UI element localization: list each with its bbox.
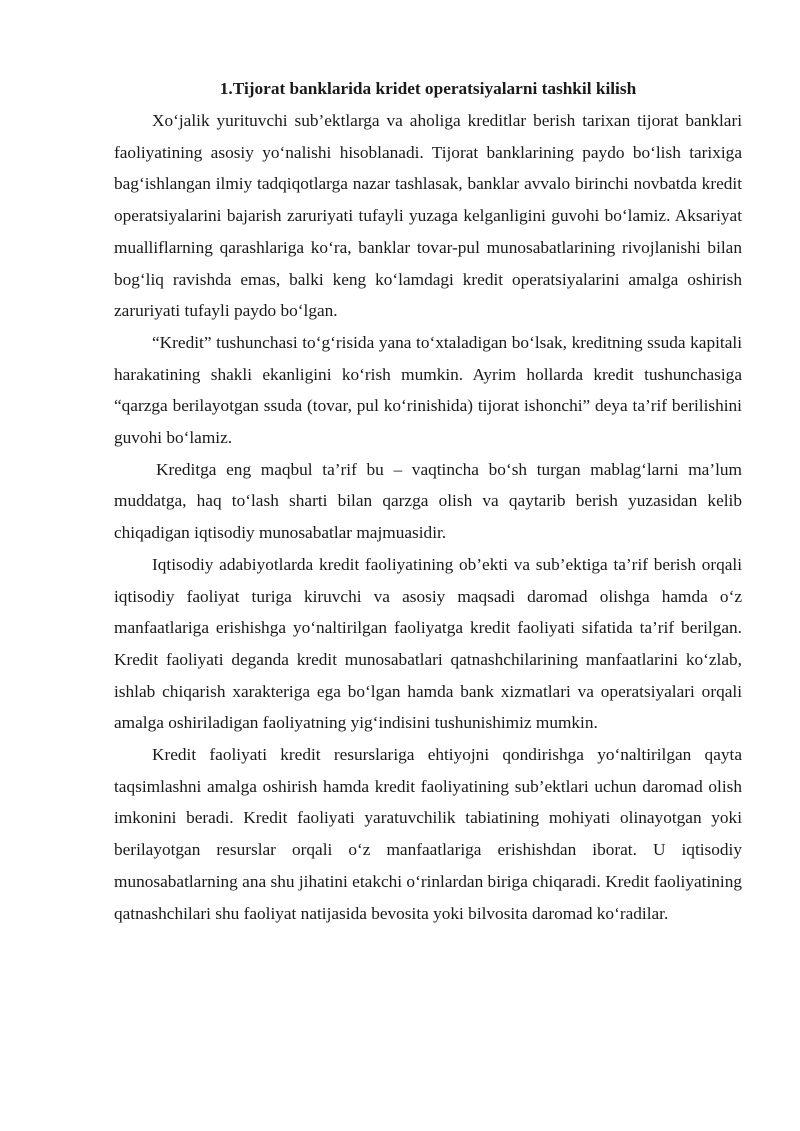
paragraph-3: Kreditga eng maqbul ta’rif bu – vaqtincha bo‘sh turgan mablag‘larni ma’lum muddatga, haq to‘lash sharti bilan qarzga olish va qaytarib berish yuzasidan kelib chiqadigan iqtisodiy munosabatlar majmuasidir. bbox=[114, 459, 742, 543]
paragraph-1: Xo‘jalik yurituvchi sub’ektlarga va aholiga kreditlar berish tarixan tijorat banklari faoliyatining asosiy yo‘nalishi hisoblanadi. Tijorat banklarining paydo bo‘lish tarixiga bag‘ishlangan ilmiy tadqiqotlarga nazar tashlasak, banklar avvalo birinchi novbatda kredit operatsiyalarini bajarish zaruriyati tufayli yuzaga kelganligini guvohi bo‘lamiz. Aksariyat mualliflarning qarashlariga ko‘ra, banklar tovar-pul munosabatlarining rivojlanishi bilan bog‘liq ravishda emas, balki keng ko‘lamdagi kredit operatsiyalarini amalga oshirish zaruriyati tufayli paydo bo‘lgan. bbox=[114, 111, 742, 321]
paragraph-4: Iqtisodiy adabiyotlarda kredit faoliyatining ob’ekti va sub’ektiga ta’rif berish orqali iqtisodiy faoliyat turiga kiruvchi va asosiy maqsadi daromad olishga hamda o‘z manfaatlariga erishishga yo‘naltirilgan faoliyatga kredit faoliyati sifatida ta’rif berilgan. Kredit faoliyati deganda kredit munosabatlari qatnashchilarining manfaatlarini ko‘zlab, ishlab chiqarish xarakteriga ega bo‘lgan hamda bank xizmatlari va operatsiyalari orqali amalga oshiriladigan faoliyatning yig‘indisini tushunishimiz mumkin. bbox=[114, 554, 742, 733]
paragraph-2: “Kredit” tushunchasi to‘g‘risida yana to‘xtaladigan bo‘lsak, kreditning ssuda kapitali harakatining shakli ekanligini ko‘rish mumkin. Ayrim hollarda kredit tushunchasiga “qarzga berilayotgan ssuda (tovar, pul ko‘rinishida) tijorat ishonchi” deya ta’rif berilishini guvohi bo‘lamiz. bbox=[114, 332, 742, 448]
document-page bbox=[114, 75, 742, 929]
paragraph-5: Kredit faoliyati kredit resurslariga ehtiyojni qondirishga yo‘naltirilgan qayta taqsimlashni amalga oshirish hamda kredit faoliyatining sub’ektlari uchun daromad olish imkonini beradi. Kredit faoliyati yaratuvchilik tabiatining mohiyati olinayotgan yoki berilayotgan resurslar orqali o‘z manfaatlariga erishishdan iborat. U iqtisodiy munosabatlarning ana shu jihatini etakchi o‘rinlardan biriga chiqaradi. Kredit faoliyatining qatnashchilari shu faoliyat natijasida bevosita yoki bilvosita daromad ko‘radilar. bbox=[114, 745, 742, 923]
document-title: 1.Tijorat banklarida kridet operatsiyalarni tashkil kilish bbox=[219, 79, 637, 98]
